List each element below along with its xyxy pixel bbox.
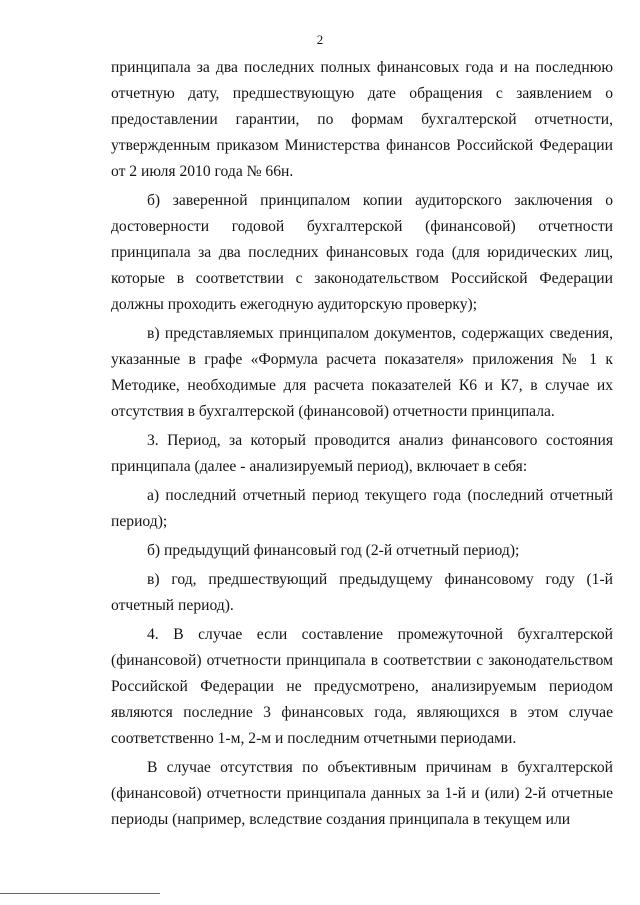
page-number: 2 [316,32,324,47]
document-text [111,55,613,833]
paragraph-item-v-documents: в) представляемых принципалом документов, содержащих сведения, указанные в графе «Формула расчета показателя» приложения № 1 к Методике, необходимые для расчета показателей К6 и К7, в случае их отсутствия в бухгалтерской (финансовой) отчетности принципала. [111,325,613,420]
paragraph-section-4: 4. В случае если составление промежуточной бухгалтерской (финансовой) отчетности принципала в соответствии с законодательством Российской Федерации не предусмотрено, анализируемым периодом являются последние 3 финансовых года, являющихся в этом случае соответственно 1-м, 2-м и последним отчетными периодами. [111,626,613,747]
paragraph-item-a-period: а) последний отчетный период текущего года (последний отчетный период); [111,487,613,530]
paragraph-section-3: 3. Период, за который проводится анализ финансового состояния принципала (далее - анализируемый период), включает в себя: [111,432,613,475]
paragraph-item-b-period: б) предыдущий финансовый год (2-й отчетный период); [147,542,520,559]
paragraph-item-b-audit: б) заверенной принципалом копии аудиторского заключения о достоверности годовой бухгалтерской (финансовой) отчетности принципала за два последних финансовых года (для юридических лиц, которые в соответствии с законодательством Российской Федерации должны проходить ежегодную аудиторскую проверку); [111,192,613,313]
paragraph-continuation: принципала за два последних полных финансовых года и на последнюю отчетную дату, предшествующую дате обращения с заявлением о предоставлении гарантии, по формам бухгалтерской отчетности, утвержденным приказом Министерства финансов Российской Федерации от 2 июля 2010 года № 66н. [111,59,613,180]
paragraph-absence-case: В случае отсутствия по объективным причинам в бухгалтерской (финансовой) отчетности принципала данных за 1-й и (или) 2-й отчетные периоды (например, вследствие создания принципала в текущем или [111,759,613,828]
paragraph-item-v-period: в) год, предшествующий предыдущему финансовому году (1-й отчетный период). [111,571,613,614]
scan-edge-line [0,893,160,894]
